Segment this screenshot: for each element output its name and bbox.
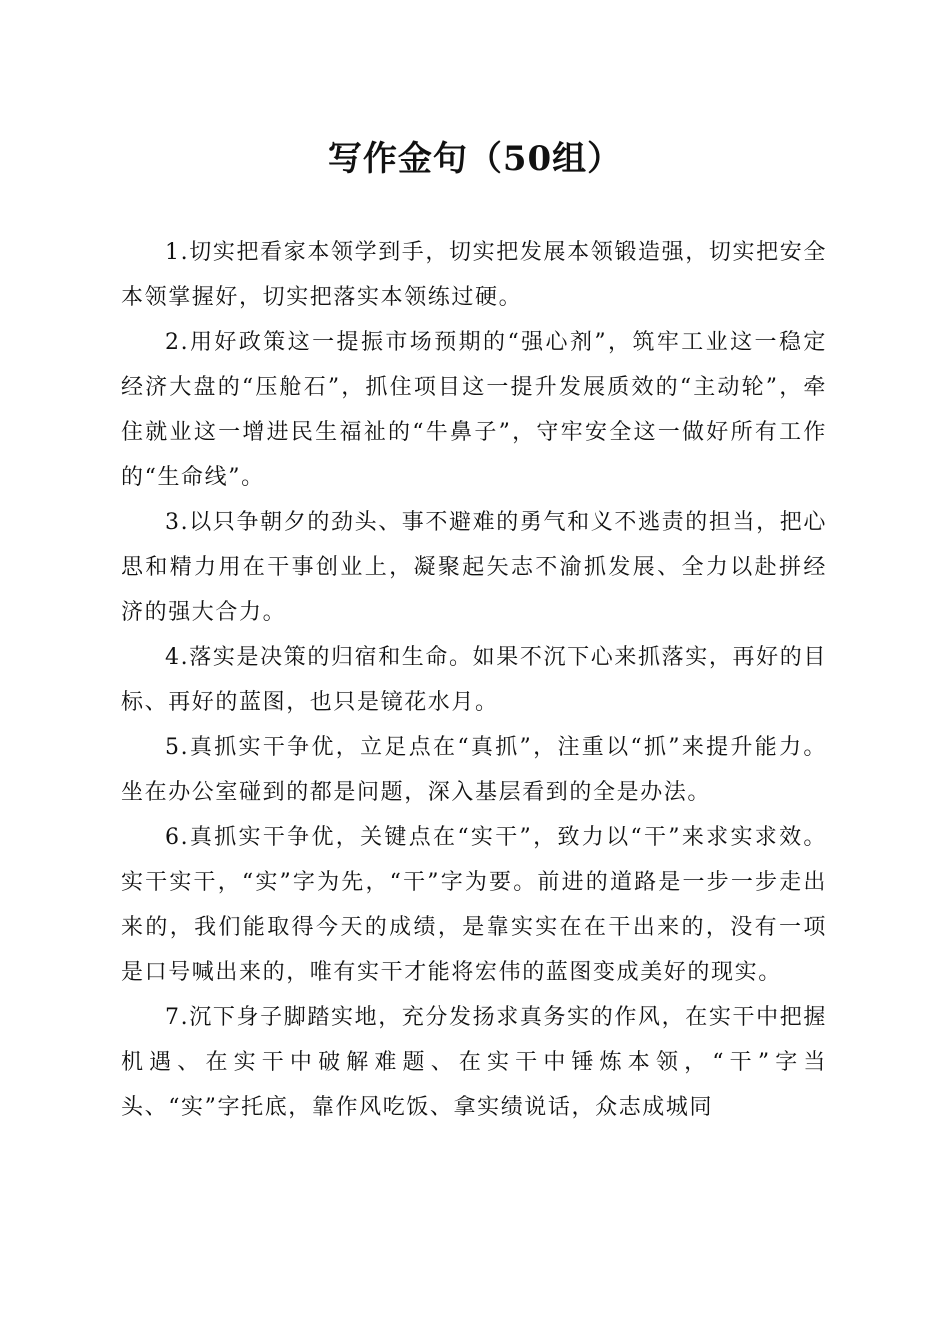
document-title: 写作金句（50组） bbox=[327, 139, 623, 179]
paragraph-6: 6.真抓实干争优，关键点在“实干”，致力以“干”来求实求效。实干实干，“实”字为先，“干”字为要。前进的道路是一步一步走出来的，我们能取得今天的成绩，是靠实实在在干出来的，没有一项是口号喊出来的，唯有实干才能将宏伟的蓝图变成美好的现实。 bbox=[121, 825, 827, 985]
paragraph-7: 7.沉下身子脚踏实地，充分发扬求真务实的作风，在实干中把握机遇、在实干中破解难题、在实干中锤炼本领，“干”字当头、“实”字托底，靠作风吃饭、拿实绩说话，众志成城同 bbox=[121, 1005, 827, 1120]
paragraph-5: 5.真抓实干争优，立足点在“真抓”，注重以“抓”来提升能力。坐在办公室碰到的都是问题，深入基层看到的全是办法。 bbox=[121, 735, 827, 805]
paragraph-3: 3.以只争朝夕的劲头、事不避难的勇气和义不逃责的担当，把心思和精力用在干事创业上，凝聚起矢志不渝抓发展、全力以赴拼经济的强大合力。 bbox=[121, 510, 827, 625]
document-body bbox=[121, 230, 827, 1130]
paragraph-1: 1.切实把看家本领学到手，切实把发展本领锻造强，切实把安全本领掌握好，切实把落实本领练过硬。 bbox=[121, 240, 827, 310]
paragraph-4: 4.落实是决策的归宿和生命。如果不沉下心来抓落实，再好的目标、再好的蓝图，也只是镜花水月。 bbox=[121, 645, 827, 715]
paragraph-2: 2.用好政策这一提振市场预期的“强心剂”，筑牢工业这一稳定经济大盘的“压舱石”，抓住项目这一提升发展质效的“主动轮”，牵住就业这一增进民生福祉的“牛鼻子”，守牢安全这一做好所有工作的“生命线”。 bbox=[121, 330, 827, 490]
